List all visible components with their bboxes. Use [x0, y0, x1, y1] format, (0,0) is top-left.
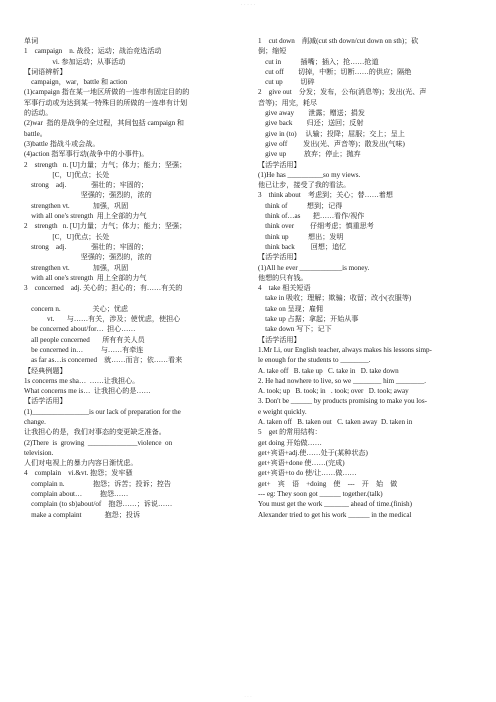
text-line: be concerned about/for… 担心……: [24, 325, 136, 334]
text-line: concern n. 关心；忧虑: [24, 304, 129, 313]
text-line: 音等)；用完，耗尽: [258, 98, 318, 107]
text-line: 1 campaign n. 战役；运动；战治竞选活动: [24, 47, 162, 56]
footer-watermark: · · ·: [244, 695, 252, 700]
text-line: with all one's strength 用上全部的力气: [24, 273, 147, 282]
text-line: strengthen vt. 加强，巩固: [24, 263, 129, 272]
text-line: get+宾语+adj.使……处于(某种状态): [258, 448, 368, 457]
text-line: 4 take 相关短语: [258, 284, 311, 293]
text-line: strong adj. 强壮的；牢固的；: [24, 181, 148, 190]
text-line: 人们对电视上的暴力内容日渐忧虑。: [24, 459, 138, 468]
text-line: 1s concerns me sha… ……让我担心。: [24, 376, 140, 385]
text-line: strengthen vt. 加强，巩固: [24, 201, 129, 210]
text-line: take in 吸收；理解；欺骗；收留；改小(衣服等): [258, 294, 412, 303]
text-line: get doing 开始做……: [258, 438, 322, 447]
text-line: (2)war 指的是战争的全过程，其间包括 campaign 和: [24, 119, 184, 128]
text-line: strong adj. 强壮的；牢固的；: [24, 242, 148, 251]
text-line: 让我担心的是，我们对事态的变更缺乏准备。: [24, 428, 166, 437]
text-line: le enough for the students to ________.: [258, 356, 371, 365]
text-line: be concerned in… 与……有牵连: [24, 345, 144, 354]
text-line: A. took; up B. took; in . took; over D. took; away: [258, 387, 409, 396]
text-line: 【词语辨析】: [24, 67, 67, 76]
text-line: as far as…is concerned 就……而言；依……看来: [24, 356, 183, 365]
text-line: [C，U]优点；长处: [24, 232, 110, 241]
text-line: (3)battle 指战斗或会战。: [24, 139, 100, 148]
text-line: give in (to) 认输；投降；屈服；交上；呈上: [258, 129, 405, 138]
text-line: complain n. 抱怨；诉苦；投诉；控告: [24, 479, 171, 488]
text-line: battle。: [24, 129, 47, 138]
text-line: take on 呈现；雇佣: [258, 304, 324, 313]
left-column: [24, 36, 242, 520]
text-line: 2 give out 分发；发布，公布(消息等)；发出(光、声: [258, 88, 427, 97]
text-line: 【活学活用】: [258, 253, 301, 262]
text-line: 单词: [24, 37, 39, 45]
text-line: [24, 293, 242, 303]
text-line: think back 回想；追忆: [258, 242, 347, 251]
text-line: get+宾语+done 使……(完成): [258, 459, 345, 468]
text-line: 他想的只有钱。: [258, 273, 308, 282]
text-line: 军事行动或为达到某一特殊目的所做的一连串有计划: [24, 98, 188, 107]
text-line: 【活学活用】: [24, 397, 67, 406]
text-line: complain (to sb)about/of 抱怨……；诉说……: [24, 500, 173, 509]
text-line: 5 get 的常用结构：: [258, 428, 322, 437]
text-line: think up 想出；发明: [258, 232, 344, 241]
text-line: (4)action 指军事行动(战争中的小事件)。: [24, 150, 149, 159]
text-line: 3 think about 考虑到；关心；替……着想: [258, 191, 393, 200]
text-line: cut up 切碎: [258, 78, 315, 87]
text-line: e weight quickly.: [258, 407, 307, 416]
text-line: 【活学活用】: [258, 160, 301, 169]
text-line: (1)All he ever ____________is money.: [258, 263, 370, 272]
text-line: --- eg: They soon got ______ together.(talk): [258, 490, 383, 499]
text-line: 2. He had nowhere to live, so we ________ him ________.: [258, 376, 427, 385]
text-line: [C，U]优点；长处: [24, 170, 110, 179]
text-line: 倒；缩短: [258, 47, 287, 56]
text-line: get+ 宾 语 +doing 使 --- 开 始 做: [258, 479, 398, 488]
text-line: campaign，war，battle 和 action: [24, 78, 128, 87]
text-line: Alexander tried to get his work ______ in the medical: [258, 510, 412, 519]
text-line: 2 strength n. [U]力量；力气；体力；能力；坚强；: [24, 160, 187, 169]
text-line: 【活学活用】: [258, 335, 301, 344]
text-line: give off 发出(光、声音等)；散发出(气味): [258, 139, 405, 148]
text-line: think of…as 把……看作/视作: [258, 212, 365, 221]
text-line: with all one's strength 用上全部的力气: [24, 212, 147, 221]
text-line: give back 归还；送回；反射: [258, 119, 364, 128]
text-line: take down 写下；记下: [258, 325, 332, 334]
text-line: 3. Don't be ______ by products promising to make you los-: [258, 397, 427, 406]
text-line: 1.Mr Li, our English teacher, always makes his lessons simp-: [258, 345, 432, 354]
text-line: You must get the work _______ ahead of time.(finish): [258, 500, 412, 509]
text-line: What concerns me is… 让我担心的是……: [24, 387, 151, 396]
text-line: 3 concerned adj. 关心的；担心的；有……有关的: [24, 284, 183, 293]
text-line: all people concerned 所有有关人员: [24, 335, 145, 344]
right-column: [258, 36, 476, 520]
text-line: think of 想到；记得: [258, 201, 343, 210]
header-watermark: · · · · ·: [240, 2, 256, 8]
text-line: 2 strength n. [U]力量；力气；体力；能力；坚强；: [24, 222, 187, 231]
text-line: cut off 切掉，中断；切断……的供应；隔绝: [258, 67, 412, 76]
text-line: (1)campaign 指在某一地区所做的一连串有固定目的的: [24, 88, 190, 97]
text-line: complain about… 抱怨……: [24, 490, 129, 499]
text-line: (1)He has __________so my views.: [258, 170, 361, 179]
text-line: cut in 插嘴；插入；抢……抢道: [258, 57, 379, 66]
text-line: think over 仔细考虑；慎重思考: [258, 222, 374, 231]
text-line: vi. 参加运动；从事活动: [24, 57, 126, 66]
text-line: 坚强的；强烈的，浓的: [24, 253, 152, 262]
text-line: 【经典例题】: [24, 366, 67, 375]
text-line: make a complaint 抱怨；投诉: [24, 510, 141, 519]
text-line: give up 放弃；停止；抛弃: [258, 150, 361, 159]
text-line: 的活动。: [24, 109, 53, 118]
text-line: A. take off B. take up C. take in D. take down: [258, 366, 399, 375]
text-line: 1 cut down 削减(cut sth down/cut down on sth)；砍: [258, 37, 419, 45]
text-line: 4 complain vi.&vt. 抱怨；发牢骚: [24, 469, 133, 478]
text-line: vt. 与……有关，涉及；使忧虑，使担心: [24, 315, 181, 324]
text-line: television.: [24, 448, 54, 457]
text-line: 他已让步，接受了我的看法。: [258, 181, 351, 190]
text-line: change.: [24, 417, 46, 426]
text-line: (2)There is growing ______________violence on: [24, 438, 173, 447]
text-line: give away 泄露；赠送；捐发: [258, 109, 365, 118]
text-line: 坚强的；强烈的，浓的: [24, 191, 152, 200]
text-line: A. taken off B. taken out C. taken away D. taken in: [258, 417, 413, 426]
text-line: get+宾语+to do 使/让……做……: [258, 469, 357, 478]
text-line: (1)________________is our lack of preparation for the: [24, 407, 181, 416]
text-line: take up 占据；拿起；开始从事: [258, 315, 359, 324]
